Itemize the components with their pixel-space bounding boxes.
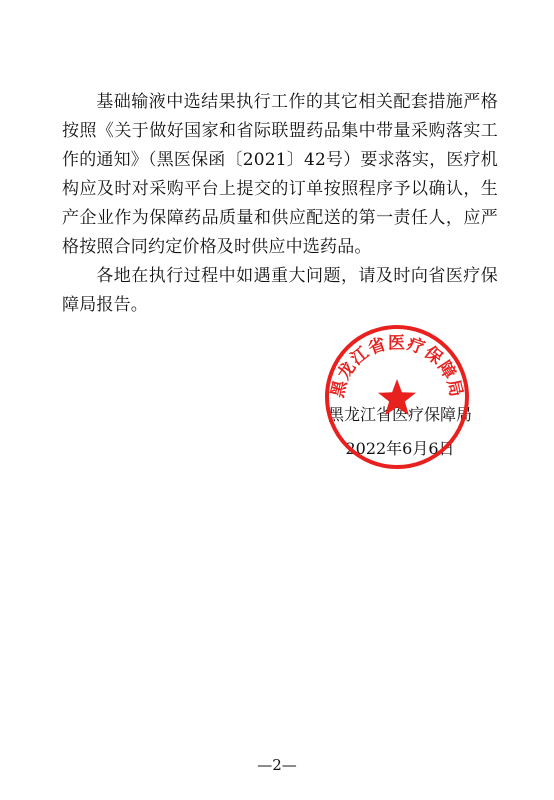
paragraph-text: 各地在执行过程中如遇重大问题，请及时向省医疗保障局报告。 [62,266,498,315]
official-seal [323,323,471,471]
page-number: —2— [257,756,297,774]
paragraph-report [62,262,498,320]
paragraph-text: 基础输液中选结果执行工作的其它相关配套措施严格按照《关于做好国家和省际联盟药品集中带量采购落实工作的通知》（黑医保函〔2021〕42号）要求落实，医疗机构应及时对采购平台上提交的订单按照程序予以确认，生产企业作为保障药品质量和供应配送的第一责任人，应严格按照合同约定价格及时供应中选药品。 [62,92,498,257]
seal-text: 黑龙江省医疗保障局 [327,333,467,400]
star-icon [378,379,416,415]
signature-date: 2022年6月6日 [345,439,455,458]
signature-organization: 黑龙江省医疗保障局 [327,405,472,424]
paragraph-implementation [62,88,498,262]
